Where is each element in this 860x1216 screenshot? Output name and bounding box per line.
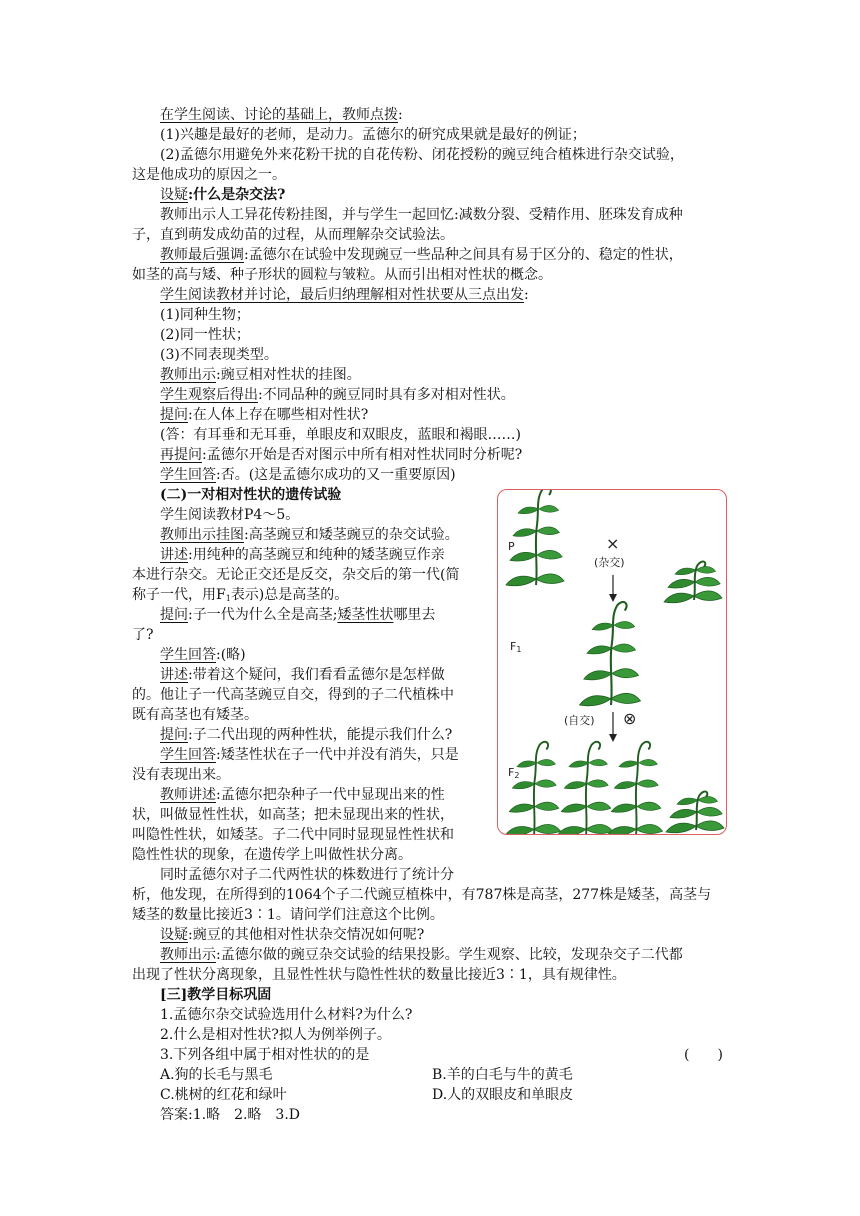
option-d: D.人的双眼皮和单眼皮 [432, 1087, 574, 1103]
pea-cross-figure [497, 489, 727, 835]
f2-tall-plant [608, 742, 663, 834]
discuss-item: (1)同种生物； [160, 307, 250, 323]
s2-narr2-2: 的。他让子一代高茎豌豆自交，得到的子二代植株中 [132, 687, 454, 703]
s2-stat-2: 析，他发现，在所得到的1064个子二代豌豆植株中，有787株是高茎，277株是矮茎，高茎与 [132, 887, 712, 903]
option-b: B.羊的白毛与牛的黄毛 [432, 1067, 573, 1083]
emphasis-line-1: 教师最后强调:孟德尔在试验中发现豌豆一些品种之间具有易于区分的、稳定的性状， [160, 247, 683, 263]
s3-q3: 3.下列各组中属于相对性状的的是 [160, 1047, 370, 1063]
s2-stat-1: 同时孟德尔对子二代两性状的株数进行了统计分 [160, 867, 454, 883]
s3-answer: 答案:1.略 2.略 3.D [160, 1107, 301, 1123]
s2-tn-4: 隐性性状的现象，在遗传学上叫做性状分离。 [132, 847, 412, 863]
emphasis-line-2: 如茎的高与矮、种子形状的圆粒与皱粒。从而引出相对性状的概念。 [132, 267, 552, 283]
demo-line-2: 子，直到萌发成幼苗的过程，从而理解杂交试验法。 [132, 227, 454, 243]
discuss-item: (2)同一性状； [160, 327, 250, 343]
f1-tall-plant [580, 602, 641, 706]
s2-narr-1: 讲述:用纯种的高茎豌豆和纯种的矮茎豌豆作亲 [160, 547, 445, 563]
intro-point-1: (1)兴趣是最好的老师，是动力。孟德尔的研究成果就是最好的例证； [160, 127, 586, 143]
ask-1: 提问:在人体上存在哪些相对性状? [160, 407, 369, 423]
label-f1: $F_1$ [510, 640, 522, 654]
s3-q2: 2.什么是相对性状?拟人为例举例子。 [160, 1027, 391, 1043]
s2-narr2-3: 既有高茎也有矮茎。 [132, 707, 258, 723]
s2-tshow-2: 出现了性状分离现象，且显性性状与隐性性状的数量比接近3∶1，具有规律性。 [132, 967, 626, 983]
s2-narr2-1: 讲述:带着这个疑问，我们看看孟德尔是怎样做 [160, 667, 445, 683]
section-2-heading: (二)一对相对性状的遗传试验 [160, 487, 342, 503]
s2-answer: 学生回答:(略) [160, 647, 246, 663]
section-3-heading: [三]教学目标巩固 [160, 987, 272, 1003]
discuss-lead: 学生阅读教材并讨论，最后归纳理解相对性状要从三点出发: [160, 287, 529, 303]
s2-ans3-1: 学生回答:矮茎性状在子一代中并没有消失，只是 [160, 747, 459, 763]
s2-tn-2: 状，叫做显性性状，如高茎；把未显现出来的性状， [132, 807, 454, 823]
f2-tall-plant [506, 742, 561, 834]
answer-2: 学生回答:否。(这是孟德尔成功的又一重要原因) [160, 467, 456, 483]
self-symbol: ⊗ [623, 709, 637, 728]
s2-tshow-1: 教师出示:孟德尔做的豌豆杂交试验的结果投影。学生观察、比较，发现杂交子二代都 [160, 947, 683, 963]
intro-lead: 在学生阅读、讨论的基础上，教师点拨: [160, 107, 403, 123]
f2-short-plant [666, 791, 724, 832]
f2-tall-plant [558, 742, 613, 834]
teacher-show: 教师出示:豌豆相对性状的挂图。 [160, 367, 361, 383]
cross-symbol: × [606, 534, 620, 553]
option-a: A.狗的长毛与黑毛 [160, 1067, 273, 1083]
s2-stat-3: 矮茎的数量比接近3∶1。请问学们注意这个比例。 [132, 907, 444, 923]
s2-ans3-2: 没有表现出来。 [132, 767, 230, 783]
s2-narr-3: 称子一代，用$F_1$表示)总是高茎的。 [132, 587, 349, 603]
intro-point-2-cont: 这是他成功的原因之一。 [132, 167, 286, 183]
option-c: C.桃树的红花和绿叶 [160, 1087, 287, 1103]
s2-narr-2: 本进行杂交。无论正交还是反交，杂交后的第一代(简 [132, 567, 460, 583]
demo-line-1: 教师出示人工异花传粉挂图，并与学生一起回忆:减数分裂、受精作用、胚珠发育成种 [160, 207, 683, 223]
s3-answer-blank: ( ) [684, 1047, 723, 1063]
s2-read: 学生阅读教材P4～5。 [160, 507, 300, 523]
s2-tn-1: 教师讲述:孟德尔把杂种子一代中显现出来的性 [160, 787, 445, 803]
s3-q1: 1.孟德尔杂交试验选用什么材料?为什么? [160, 1007, 413, 1023]
question-1: 设疑:什么是杂交法? [160, 187, 286, 203]
label-f2: $F_2$ [508, 766, 520, 780]
s2-ask: 提问:子一代为什么全是高茎;矮茎性状哪里去 [160, 607, 436, 623]
s2-ask3: 提问:子二代出现的两种性状，能提示我们什么? [160, 727, 453, 743]
answer-1: (答：有耳垂和无耳垂，单眼皮和双眼皮，蓝眼和褐眼……) [160, 427, 521, 443]
discuss-item: (3)不同表现类型。 [160, 347, 278, 363]
student-observe: 学生观察后得出:不同品种的豌豆同时具有多对相对性状。 [160, 387, 515, 403]
s2-question: 设疑:豌豆的其他相对性状杂交情况如何呢? [160, 927, 425, 943]
p-tall-plant [506, 490, 564, 586]
s2-tn-3: 叫隐性性状，如矮茎。子二代中同时显现显性性状和 [132, 827, 454, 843]
cross-label: (杂交) [594, 556, 625, 569]
s2-show: 教师出示挂图:高茎豌豆和矮茎豌豆的杂交试验。 [160, 527, 459, 543]
intro-point-2: (2)孟德尔用避免外来花粉干扰的自花传粉、闭花授粉的豌豆纯合植株进行杂交试验， [160, 147, 684, 163]
p-short-plant [664, 561, 722, 602]
label-p: P [508, 540, 515, 553]
ask-2: 再提问:孟德尔开始是否对图示中所有相对性状同时分析呢? [160, 447, 523, 463]
self-label: (自交) [564, 714, 595, 727]
s2-ask-cont: 了? [132, 627, 154, 643]
